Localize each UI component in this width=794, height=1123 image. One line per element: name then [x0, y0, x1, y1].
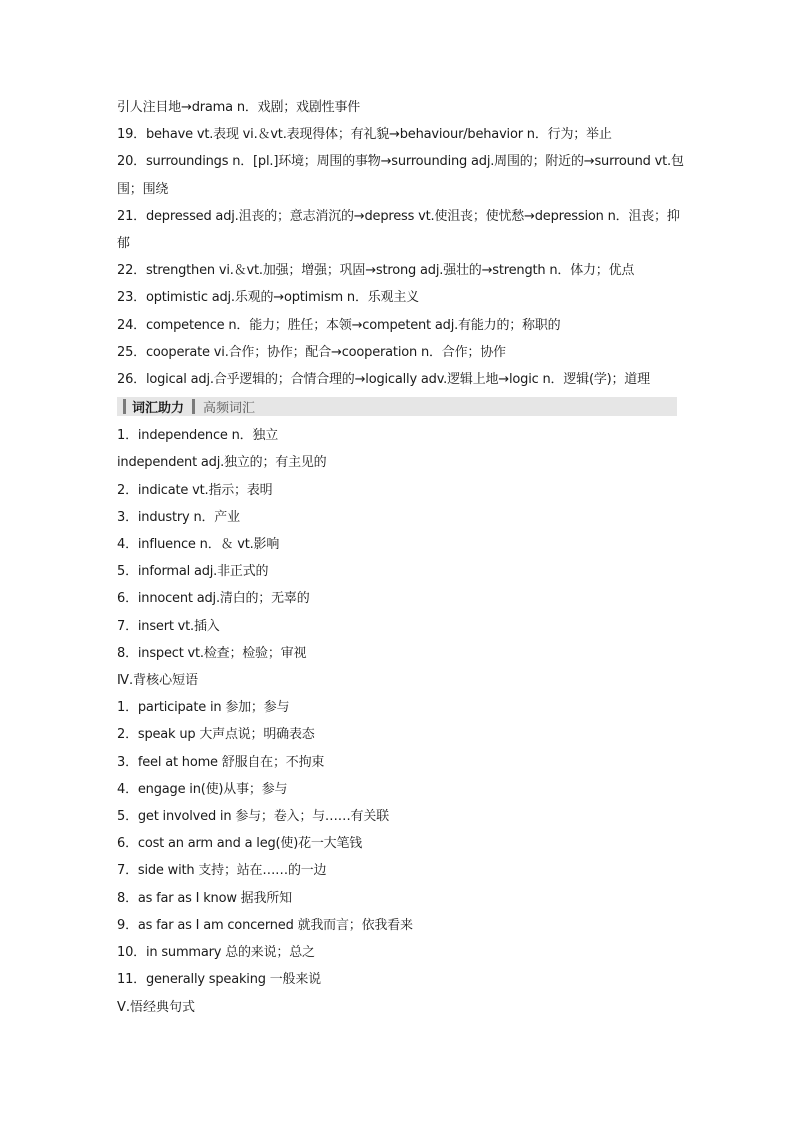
high-frequency-vocab-list	[117, 422, 677, 667]
section-heading-sentences: Ⅴ.悟经典句式	[117, 999, 196, 1015]
phrase-item: 6．cost an arm and a leg(使)花一大笔钱	[117, 836, 363, 852]
phrase-item: 2．speak up 大声点说；明确表态	[117, 727, 315, 743]
vocab-item: 5．informal adj.非正式的	[117, 564, 269, 580]
phrase-item: 3．feel at home 舒服自在；不拘束	[117, 754, 325, 770]
vocab-item: 2．indicate vt.指示；表明	[117, 482, 273, 498]
phrase-item: 7．side with 支持；站在……的一边	[117, 863, 327, 879]
phrase-item: 10．in summary 总的来说；总之	[117, 945, 315, 961]
text-line: 22．strengthen vi.＆vt.加强；增强；巩固→strong adj.强壮的→strength n．体力；优点	[117, 263, 635, 279]
banner-divider	[192, 399, 195, 414]
text-line: 24．competence n．能力；胜任；本领→competent adj.有能力的；称职的	[117, 317, 561, 333]
phrase-item: 1．participate in 参加；参与	[117, 700, 290, 716]
text-line: 25．cooperate vi.合作；协作；配合→cooperation n．合作；协作	[117, 344, 506, 360]
document-body	[117, 94, 684, 1021]
banner-subtitle: 高频词汇	[203, 401, 256, 417]
section-banner	[117, 397, 677, 416]
banner-title: 词汇助力	[132, 401, 185, 417]
phrase-item: 9．as far as I am concerned 就我而言；依我看来	[117, 917, 413, 933]
text-line: 26．logical adj.合乎逻辑的；合情合理的→logically adv.逻辑上地→logic n．逻辑(学)；道理	[117, 372, 650, 388]
phrase-item: 8．as far as I know 据我所知	[117, 890, 292, 906]
text-line: 19．behave vt.表现 vi.＆vt.表现得体；有礼貌→behaviour/behavior n．行为；举止	[117, 127, 612, 143]
text-line: 21．depressed adj.沮丧的；意志消沉的→depress vt.使沮丧；使忧愁→depression n．沮丧；抑	[117, 208, 680, 224]
vocab-item: 8．inspect vt.检查；检验；审视	[117, 645, 307, 661]
text-line: 20．surroundings n．[pl.]环境；周围的事物→surrounding adj.周围的；附近的→surround vt.包	[117, 154, 684, 170]
vocab-item: 7．insert vt.插入	[117, 618, 220, 634]
text-line: 23．optimistic adj.乐观的→optimism n．乐观主义	[117, 290, 419, 306]
vocab-item: independent adj.独立的；有主见的	[117, 455, 327, 471]
word-derivation-list	[117, 94, 684, 393]
vocab-item: 6．innocent adj.清白的；无辜的	[117, 591, 310, 607]
text-line: 郁	[117, 236, 130, 252]
phrase-item: 11．generally speaking 一般来说	[117, 972, 321, 988]
vocab-item: 3．industry n．产业	[117, 509, 240, 525]
banner-accent-bar	[123, 399, 126, 414]
text-line: 围；围绕	[117, 181, 169, 197]
section-heading-phrases: Ⅳ.背核心短语	[117, 673, 199, 689]
vocab-item: 4．influence n．＆ vt.影响	[117, 537, 280, 553]
phrase-item: 4．engage in(使)从事；参与	[117, 781, 288, 797]
phrase-item: 5．get involved in 参与；卷入；与……有关联	[117, 809, 389, 825]
text-line: 引人注目地→drama n．戏剧；戏剧性事件	[117, 100, 361, 115]
core-phrases-list	[117, 694, 677, 993]
vocab-item: 1．independence n．独立	[117, 428, 279, 444]
